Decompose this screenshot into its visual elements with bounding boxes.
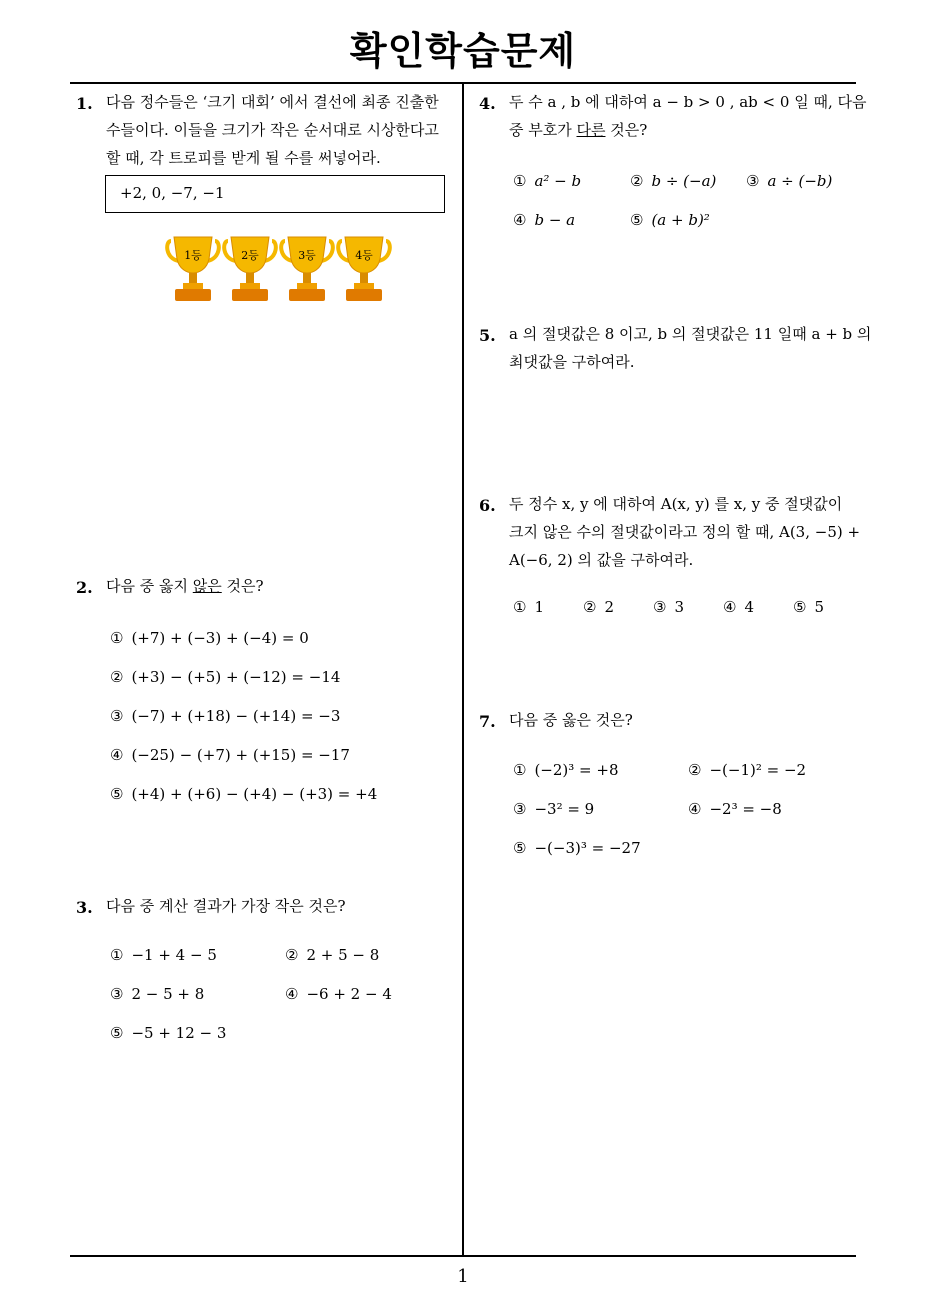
question-line: 두 정수 x, y 에 대하여 A(x, y) 를 x, y 중 절댓값이 — [509, 495, 843, 513]
option-marker: ④ — [285, 985, 299, 1003]
option-3[interactable] — [110, 707, 340, 725]
option-marker: ② — [285, 946, 299, 964]
question-number: 2. — [76, 578, 93, 597]
option-text: −3² = 9 — [534, 800, 595, 818]
question-text — [106, 88, 456, 172]
page-title: 확인학습문제 — [349, 29, 577, 73]
trophy-label: 1등 — [184, 249, 202, 262]
option-marker: ① — [110, 946, 124, 964]
option-2[interactable] — [110, 668, 340, 686]
option-3[interactable] — [746, 172, 832, 190]
option-marker: ③ — [110, 985, 124, 1003]
question-line: 최댓값을 구하여라. — [509, 353, 635, 371]
option-4[interactable] — [285, 985, 392, 1003]
question-text: 다음 중 옳은 것은? — [509, 711, 633, 729]
option-4[interactable] — [513, 211, 575, 229]
question-number: 7. — [479, 712, 496, 731]
page-number: 1 — [457, 1266, 469, 1287]
option-marker: ③ — [746, 172, 760, 190]
option-1[interactable] — [513, 598, 544, 616]
option-text: 2 − 5 + 8 — [131, 985, 205, 1003]
question-line — [509, 116, 861, 144]
option-1[interactable] — [110, 629, 309, 647]
trophy-label: 4등 — [355, 249, 373, 262]
option-text: (−7) + (+18) − (+14) = −3 — [131, 707, 341, 725]
option-4[interactable] — [688, 800, 782, 818]
question-text — [509, 490, 861, 574]
question-line: 할 때, 각 트로피를 받게 될 수를 써넣어라. — [106, 149, 381, 167]
option-1[interactable] — [513, 761, 619, 779]
question-text-part: 것은? — [605, 121, 648, 139]
question-number: 4. — [479, 94, 496, 113]
question-text — [509, 320, 872, 376]
option-5[interactable] — [513, 839, 641, 857]
option-text: (+4) + (+6) − (+4) − (+3) = +4 — [131, 785, 378, 803]
question-text-part: 중 부호가 — [509, 121, 577, 139]
option-text: a² − b — [534, 172, 582, 190]
option-marker: ⑤ — [793, 598, 807, 616]
question-line: 수들이다. 이들을 크기가 작은 순서대로 시상한다고 — [106, 121, 439, 139]
underlined-word: 다른 — [576, 121, 606, 139]
option-text: 2 — [604, 598, 614, 616]
option-text: a ÷ (−b) — [767, 172, 833, 190]
option-text: −(−3)³ = −27 — [534, 839, 641, 857]
question-line: A(−6, 2) 의 값을 구하여라. — [509, 551, 694, 569]
option-text: (−2)³ = +8 — [534, 761, 619, 779]
question-text — [509, 88, 867, 144]
option-5[interactable] — [110, 785, 377, 803]
question-number: 6. — [479, 496, 496, 515]
option-marker: ④ — [688, 800, 702, 818]
option-text: (+3) − (+5) + (−12) = −14 — [131, 668, 341, 686]
option-1[interactable] — [110, 946, 217, 964]
option-marker: ③ — [513, 800, 527, 818]
option-5[interactable] — [793, 598, 824, 616]
option-2[interactable] — [688, 761, 806, 779]
question-number: 3. — [76, 898, 93, 917]
option-5[interactable] — [630, 211, 710, 229]
question-text-part: 다음 중 옳지 — [106, 577, 193, 595]
option-text: (+7) + (−3) + (−4) = 0 — [131, 629, 309, 647]
option-text: 5 — [814, 598, 824, 616]
option-marker: ⑤ — [110, 1024, 124, 1042]
option-4[interactable] — [110, 746, 350, 764]
option-2[interactable] — [583, 598, 614, 616]
number-list-box: +2, 0, −7, −1 — [105, 175, 445, 213]
option-text: −(−1)² = −2 — [709, 761, 807, 779]
option-3[interactable] — [110, 985, 204, 1003]
trophy-icon — [222, 233, 278, 305]
option-marker: ④ — [723, 598, 737, 616]
option-text: −5 + 12 − 3 — [131, 1024, 227, 1042]
option-2[interactable] — [630, 172, 716, 190]
question-text: 다음 중 계산 결과가 가장 작은 것은? — [106, 897, 346, 915]
option-text: 1 — [534, 598, 544, 616]
option-marker: ④ — [513, 211, 527, 229]
option-text: −1 + 4 − 5 — [131, 946, 217, 964]
question-line: 크지 않은 수의 절댓값이라고 정의 할 때, A(3, −5) + — [509, 523, 861, 541]
option-5[interactable] — [110, 1024, 226, 1042]
option-1[interactable] — [513, 172, 581, 190]
trophy-icon — [336, 233, 392, 305]
trophy-icon — [165, 233, 221, 305]
question-number: 5. — [479, 326, 496, 345]
option-marker: ⑤ — [110, 785, 124, 803]
option-marker: ② — [583, 598, 597, 616]
option-2[interactable] — [285, 946, 379, 964]
trophy-label: 3등 — [298, 249, 316, 262]
option-text: −2³ = −8 — [709, 800, 782, 818]
question-text — [106, 572, 264, 600]
underlined-word: 않은 — [192, 577, 222, 595]
trophy-label: 2등 — [241, 249, 259, 262]
bottom-rule — [70, 1255, 856, 1257]
option-marker: ② — [630, 172, 644, 190]
option-4[interactable] — [723, 598, 754, 616]
trophy-icon — [279, 233, 335, 305]
option-marker: ② — [688, 761, 702, 779]
option-text: (a + b)² — [651, 211, 710, 229]
option-3[interactable] — [653, 598, 684, 616]
option-text: 2 + 5 − 8 — [306, 946, 380, 964]
option-marker: ② — [110, 668, 124, 686]
option-3[interactable] — [513, 800, 594, 818]
option-text: −6 + 2 − 4 — [306, 985, 392, 1003]
question-number: 1. — [76, 94, 93, 113]
option-marker: ③ — [110, 707, 124, 725]
option-text: 3 — [674, 598, 684, 616]
option-marker: ③ — [653, 598, 667, 616]
option-marker: ① — [513, 172, 527, 190]
option-marker: ⑤ — [513, 839, 527, 857]
question-text-part: 것은? — [221, 577, 264, 595]
question-line: 다음 정수들은 ‘크기 대회’ 에서 결선에 최종 진출한 — [106, 93, 439, 111]
option-text: (−25) − (+7) + (+15) = −17 — [131, 746, 350, 764]
option-marker: ⑤ — [630, 211, 644, 229]
option-marker: ① — [513, 761, 527, 779]
option-marker: ① — [513, 598, 527, 616]
question-line: 두 수 a , b 에 대하여 a − b > 0 , ab < 0 일 때, 다음 — [509, 93, 867, 111]
option-text: b ÷ (−a) — [651, 172, 717, 190]
option-marker: ① — [110, 629, 124, 647]
option-marker: ④ — [110, 746, 124, 764]
option-text: b − a — [534, 211, 576, 229]
question-line: a 의 절댓값은 8 이고, b 의 절댓값은 11 일때 a + b 의 — [509, 325, 872, 343]
option-text: 4 — [744, 598, 754, 616]
column-divider — [462, 82, 464, 1256]
